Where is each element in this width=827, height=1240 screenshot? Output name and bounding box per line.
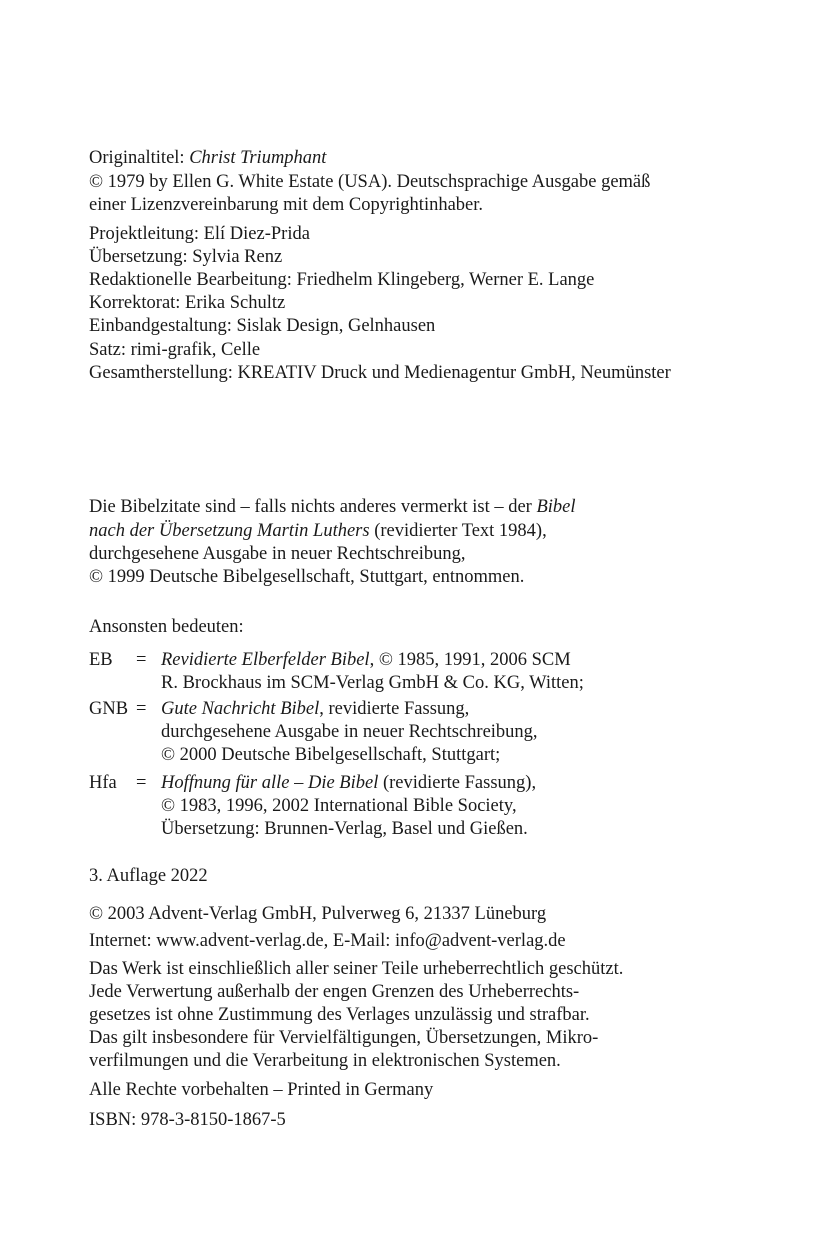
abbreviation-text: R. Brockhaus im SCM-Verlag GmbH & Co. KG, Witten; xyxy=(161,673,584,693)
abbreviation-key: EB xyxy=(89,650,113,670)
abbreviations-intro: Ansonsten bedeuten: xyxy=(89,617,244,637)
credit-production: Gesamtherstellung: KREATIV Druck und Medienagentur GmbH, Neumünster xyxy=(89,363,671,383)
abbreviation-text: © 1983, 1996, 2002 International Bible Society, xyxy=(161,796,517,816)
credit-translation: Übersetzung: Sylvia Renz xyxy=(89,247,283,267)
equals-sign: = xyxy=(136,699,147,719)
abbreviation-text: © 2000 Deutsche Bibelgesellschaft, Stuttgart; xyxy=(161,745,501,765)
rights-line: Alle Rechte vorbehalten – Printed in Germany xyxy=(89,1080,434,1100)
legal-notice-line: Das gilt insbesondere für Vervielfältigungen, Übersetzungen, Mikro- xyxy=(89,1028,599,1048)
bible-note-line: durchgesehene Ausgabe in neuer Rechtschreibung, xyxy=(89,544,466,564)
credit-typesetting: Satz: rimi-grafik, Celle xyxy=(89,340,261,360)
abbreviation-text: durchgesehene Ausgabe in neuer Rechtschreibung, xyxy=(161,722,538,742)
abbreviation-text: Hoffnung für alle – Die Bibel (revidierte Fassung), xyxy=(161,773,537,793)
legal-notice-line: Das Werk ist einschließlich aller seiner Teile urheberrechtlich geschützt. xyxy=(89,959,624,979)
original-title-label: Originaltitel: xyxy=(89,148,185,168)
bible-note-line: © 1999 Deutsche Bibelgesellschaft, Stuttgart, entnommen. xyxy=(89,567,525,587)
credit-project-lead: Projektleitung: Elí Diez-Prida xyxy=(89,224,310,244)
equals-sign: = xyxy=(136,773,147,793)
bible-note-line: nach der Übersetzung Martin Luthers (revidierter Text 1984), xyxy=(89,521,547,541)
abbreviation-text: Gute Nachricht Bibel, revidierte Fassung, xyxy=(161,699,470,719)
legal-notice-line: verfilmungen und die Verarbeitung in elektronischen Systemen. xyxy=(89,1051,561,1071)
abbreviation-key: GNB xyxy=(89,699,129,719)
original-title: Christ Triumphant xyxy=(189,148,327,168)
abbreviation-key: Hfa xyxy=(89,773,117,793)
publisher-copyright: © 2003 Advent-Verlag GmbH, Pulverweg 6, 21337 Lüneburg xyxy=(89,904,547,924)
publisher-contact: Internet: www.advent-verlag.de, E-Mail: info@advent-verlag.de xyxy=(89,931,566,951)
original-title-line xyxy=(89,147,326,170)
edition-line: 3. Auflage 2022 xyxy=(89,866,208,886)
legal-notice-line: gesetzes ist ohne Zustimmung des Verlages unzulässig und strafbar. xyxy=(89,1005,590,1025)
copyright-line: © 1979 by Ellen G. White Estate (USA). Deutschsprachige Ausgabe gemäß xyxy=(89,172,651,192)
credit-cover-design: Einbandgestaltung: Sislak Design, Gelnhausen xyxy=(89,316,436,336)
legal-notice-line: Jede Verwertung außerhalb der engen Grenzen des Urheberrechts- xyxy=(89,982,580,1002)
equals-sign: = xyxy=(136,650,147,670)
abbreviation-text: Revidierte Elberfelder Bibel, © 1985, 1991, 2006 SCM xyxy=(161,650,571,670)
credit-proofreading: Korrektorat: Erika Schultz xyxy=(89,293,286,313)
copyright-line: einer Lizenzvereinbarung mit dem Copyrightinhaber. xyxy=(89,195,484,215)
bible-note-line: Die Bibelzitate sind – falls nichts anderes vermerkt ist – der Bibel xyxy=(89,497,576,517)
credit-editing: Redaktionelle Bearbeitung: Friedhelm Klingeberg, Werner E. Lange xyxy=(89,270,595,290)
isbn-line: ISBN: 978-3-8150-1867-5 xyxy=(89,1110,286,1130)
abbreviation-text: Übersetzung: Brunnen-Verlag, Basel und Gießen. xyxy=(161,819,528,839)
